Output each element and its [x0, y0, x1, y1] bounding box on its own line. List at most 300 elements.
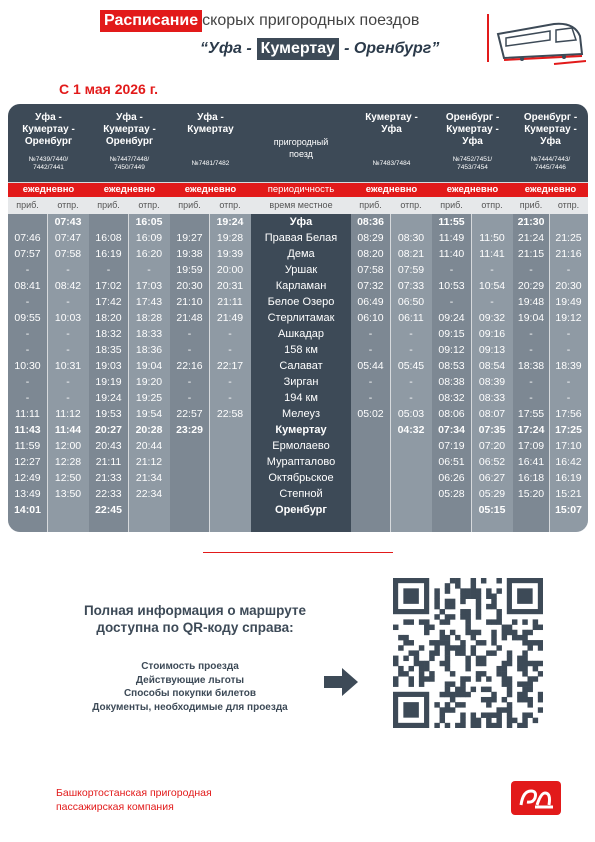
qr-module: [476, 588, 481, 593]
qr-module: [538, 707, 543, 712]
qr-module: [450, 645, 455, 650]
qr-module: [507, 650, 512, 655]
qr-module: [471, 718, 476, 723]
time-cell: 09:24: [438, 312, 465, 324]
time-cell: 15:07: [555, 504, 582, 516]
time-cell: 10:54: [478, 280, 506, 292]
qr-code[interactable]: [393, 578, 543, 728]
time-cell: -: [409, 376, 413, 388]
qr-module: [486, 687, 491, 692]
time-cell: 09:16: [478, 328, 506, 340]
frequency-label: ежедневно: [446, 184, 499, 195]
qr-module: [486, 604, 491, 609]
info-item: Стоимость проезда: [141, 661, 239, 672]
time-cell: 09:13: [478, 344, 506, 356]
station-name: Уфа: [289, 216, 313, 228]
qr-module: [496, 718, 501, 723]
time-cell: -: [368, 328, 373, 340]
station-name: Уршак: [284, 264, 318, 276]
qr-module: [403, 635, 408, 640]
qr-module: [502, 681, 507, 686]
time-cell: 07:43: [54, 216, 82, 228]
time-cell: 21:33: [95, 472, 122, 484]
qr-module: [502, 676, 507, 681]
time-cell: [47, 502, 89, 518]
qr-module: [522, 712, 527, 717]
qr-module: [455, 702, 460, 707]
time-cell: 22:45: [95, 504, 122, 516]
qr-module: [476, 676, 481, 681]
time-cell: -: [25, 376, 30, 388]
time-cell: 13:49: [14, 488, 41, 500]
time-cell: -: [566, 344, 571, 356]
train-header: [432, 104, 513, 182]
qr-module: [455, 650, 460, 655]
qr-module: [522, 718, 527, 723]
qr-module: [522, 666, 527, 671]
title-rest: скорых пригородных поездов: [202, 12, 420, 29]
time-cell: 12:00: [54, 440, 82, 452]
time-cell: [549, 214, 588, 230]
qr-module: [491, 619, 496, 624]
station-name: Салават: [279, 360, 323, 372]
qr-module: [486, 697, 491, 702]
qr-module: [445, 666, 450, 671]
time-cell: 11:12: [55, 408, 81, 420]
time-cell: 20:30: [176, 280, 203, 292]
qr-module: [460, 588, 465, 593]
company-line: пассажирская компания: [56, 801, 174, 813]
qr-module: [486, 712, 491, 717]
qr-module: [460, 681, 465, 686]
time-cell: -: [25, 344, 30, 356]
qr-finder-core: [403, 702, 419, 718]
qr-module: [527, 687, 532, 692]
qr-module: [512, 635, 517, 640]
qr-module: [465, 594, 470, 599]
qr-module: [455, 687, 460, 692]
time-cell: 21:48: [176, 312, 203, 324]
time-cell: [351, 486, 390, 502]
time-cell: -: [449, 264, 454, 276]
time-cell: 12:50: [54, 472, 82, 484]
time-cell: 19:54: [135, 408, 163, 420]
qr-module: [460, 594, 465, 599]
arrival-label: приб.: [440, 200, 463, 210]
time-cell: [351, 422, 390, 438]
train-route: Уфа - Кумертау: [187, 112, 234, 135]
qr-module: [496, 645, 501, 650]
qr-module: [393, 656, 398, 661]
time-cell: 06:49: [357, 296, 384, 308]
station-name: Стерлитамак: [267, 312, 335, 324]
time-cell: 06:52: [478, 456, 506, 468]
qr-module: [450, 578, 455, 583]
qr-module: [507, 692, 512, 697]
time-cell: 08:39: [478, 376, 506, 388]
company-line: Башкортостанская пригородная: [56, 787, 212, 799]
time-cell: 07:47: [54, 232, 82, 244]
time-cell: -: [228, 344, 232, 356]
time-cell: 05:45: [397, 360, 425, 372]
time-cell: [471, 214, 513, 230]
time-cell: 06:10: [357, 312, 384, 324]
qr-module: [465, 625, 470, 630]
qr-module: [512, 619, 517, 624]
qr-module: [486, 619, 491, 624]
time-cell: 11:50: [479, 232, 505, 244]
qr-module: [496, 588, 501, 593]
time-cell: 08:29: [357, 232, 384, 244]
time-cell: 19:53: [95, 408, 122, 420]
time-cell: 19:38: [176, 248, 203, 260]
qr-module: [517, 697, 522, 702]
frequency-label: ежедневно: [524, 184, 577, 195]
qr-module: [445, 588, 450, 593]
qr-module: [522, 650, 527, 655]
time-cell: 18:39: [555, 360, 582, 372]
time-cell: 19:49: [555, 296, 582, 308]
time-cell: -: [66, 376, 70, 388]
qr-module: [481, 697, 486, 702]
qr-module: [445, 640, 450, 645]
time-cell: 05:28: [438, 488, 465, 500]
time-cell: 11:40: [438, 248, 465, 260]
qr-module: [517, 635, 522, 640]
qr-module: [434, 614, 439, 619]
time-cell: 06:26: [438, 472, 465, 484]
time-cell: 04:32: [397, 424, 425, 436]
info-title-line: Полная информация о маршруте: [83, 603, 307, 618]
station-name: Дема: [287, 248, 315, 260]
train-numbers: №7483/7484: [372, 160, 411, 167]
time-cell: 17:03: [135, 280, 163, 292]
qr-module: [496, 609, 501, 614]
departure-label: отпр.: [481, 200, 503, 210]
time-cell: 08:07: [478, 408, 506, 420]
qr-module: [434, 599, 439, 604]
train-numbers: №7452/7451/ 7453/7454: [452, 156, 493, 171]
time-cell: 15:20: [517, 488, 545, 500]
train-route: Уфа - Кумертау - Оренбург: [103, 112, 156, 147]
qr-module: [434, 640, 439, 645]
qr-module: [429, 650, 434, 655]
qr-module: [517, 692, 522, 697]
qr-module: [429, 671, 434, 676]
qr-module: [476, 671, 481, 676]
time-cell: 16:09: [135, 232, 163, 244]
qr-module: [476, 723, 481, 728]
qr-module: [429, 676, 434, 681]
qr-module: [450, 697, 455, 702]
qr-module: [455, 692, 460, 697]
qr-module: [440, 692, 445, 697]
time-cell: 11:49: [438, 232, 465, 244]
time-cell: -: [228, 376, 232, 388]
time-cell: 12:28: [54, 456, 82, 468]
time-cell: 18:38: [517, 360, 545, 372]
train-numbers: №7447/7448/ 7450/7449: [109, 156, 150, 171]
qr-module: [429, 656, 434, 661]
time-cell: 20:27: [95, 424, 122, 436]
time-cell: [390, 502, 432, 518]
frequency-label: ежедневно: [22, 184, 75, 195]
departure-label: отпр.: [557, 200, 580, 210]
time-cell: 10:30: [14, 360, 41, 372]
time-cell: -: [66, 328, 70, 340]
time-cell: -: [566, 328, 571, 340]
info-item: Действующие льготы: [135, 674, 245, 686]
time-cell: [351, 438, 390, 454]
qr-module: [434, 588, 439, 593]
time-cell: 15:21: [555, 488, 582, 500]
qr-module: [419, 671, 424, 676]
time-cell: -: [529, 344, 533, 356]
qr-module: [450, 707, 455, 712]
time-cell: 18:33: [135, 328, 163, 340]
qr-module: [465, 676, 470, 681]
qr-module: [476, 604, 481, 609]
qr-module: [445, 723, 450, 728]
time-cell: 07:33: [397, 280, 425, 292]
time-cell: 19:03: [95, 360, 122, 372]
qr-module: [476, 614, 481, 619]
time-cell: -: [449, 296, 454, 308]
station-name: Карламан: [275, 280, 327, 292]
qr-module: [445, 635, 450, 640]
qr-module: [496, 671, 501, 676]
time-cell: 16:08: [95, 232, 122, 244]
time-cell: 05:44: [357, 360, 384, 372]
qr-module: [429, 640, 434, 645]
time-cell: 20:28: [135, 424, 163, 436]
station-name: Мелеуз: [282, 408, 320, 420]
time-cell: -: [25, 296, 30, 308]
frequency-label: ежедневно: [184, 184, 237, 195]
route-end: - Оренбург”: [344, 40, 440, 57]
station-name: Кумертау: [275, 424, 327, 436]
departure-label: отпр.: [138, 200, 160, 210]
time-cell: 19:25: [135, 392, 163, 404]
train-route: Кумертау - Уфа: [365, 112, 418, 135]
time-cell: [209, 454, 251, 470]
time-cell: 07:58: [54, 248, 82, 260]
qr-module: [471, 630, 476, 635]
qr-module: [502, 661, 507, 666]
qr-module: [502, 671, 507, 676]
time-cell: 17:56: [555, 408, 582, 420]
qr-module: [471, 594, 476, 599]
station-name: Степной: [279, 488, 323, 500]
info-item: Способы покупки билетов: [123, 688, 257, 699]
time-cell: 19:04: [517, 312, 545, 324]
time-cell: -: [490, 296, 494, 308]
station-name: Октябрьское: [268, 472, 334, 484]
qr-module: [424, 676, 429, 681]
train-numbers: №7444/7443/ 7445/7446: [530, 156, 571, 171]
info-list: [40, 660, 340, 714]
qr-module: [460, 614, 465, 619]
qr-module: [512, 718, 517, 723]
qr-module: [496, 707, 501, 712]
departure-label: отпр.: [57, 200, 79, 210]
time-cell: [170, 438, 209, 454]
station-name: 158 км: [284, 344, 318, 356]
qr-module: [527, 697, 532, 702]
qr-module: [491, 635, 496, 640]
qr-module: [398, 671, 403, 676]
qr-module: [414, 650, 419, 655]
time-cell: 09:32: [478, 312, 506, 324]
train-header: [513, 104, 588, 182]
qr-module: [460, 692, 465, 697]
qr-module: [409, 681, 414, 686]
qr-module: [414, 661, 419, 666]
qr-module: [409, 619, 414, 624]
qr-module: [476, 630, 481, 635]
time-cell: 20:00: [216, 264, 244, 276]
qr-module: [471, 588, 476, 593]
time-cell: -: [66, 344, 70, 356]
qr-module: [502, 666, 507, 671]
time-cell: 16:19: [555, 472, 582, 484]
train-icon: [494, 14, 586, 72]
qr-module: [507, 656, 512, 661]
qr-module: [460, 640, 465, 645]
qr-module: [491, 604, 496, 609]
time-cell: -: [228, 392, 232, 404]
departure-label: отпр.: [400, 200, 422, 210]
qr-module: [440, 609, 445, 614]
qr-module: [491, 594, 496, 599]
qr-module: [533, 666, 538, 671]
time-cell: [209, 422, 251, 438]
qr-module: [455, 723, 460, 728]
time-cell: -: [25, 328, 30, 340]
qr-module: [491, 650, 496, 655]
qr-module: [434, 702, 439, 707]
qr-module: [491, 630, 496, 635]
time-cell: 21:24: [517, 232, 545, 244]
qr-module: [471, 650, 476, 655]
qr-module: [450, 692, 455, 697]
qr-module: [445, 656, 450, 661]
train-route: Оренбург - Кумертау - Уфа: [445, 112, 500, 147]
time-cell: 09:15: [438, 328, 465, 340]
qr-module: [481, 578, 486, 583]
station-name: Ермолаево: [272, 440, 330, 452]
qr-module: [476, 656, 481, 661]
qr-module: [450, 599, 455, 604]
time-cell: -: [66, 392, 70, 404]
qr-module: [445, 604, 450, 609]
qr-module: [522, 681, 527, 686]
station-name: Зирган: [283, 376, 319, 388]
qr-module: [522, 723, 527, 728]
train-numbers: №7439/7440/ 7442/7441: [28, 156, 69, 171]
time-cell: -: [25, 264, 30, 276]
station-name: Мурапталово: [266, 456, 336, 468]
time-cell: 10:53: [438, 280, 465, 292]
arrow-right-icon: [324, 666, 360, 698]
qr-module: [507, 718, 512, 723]
qr-module: [450, 630, 455, 635]
qr-module: [424, 666, 429, 671]
qr-module: [507, 712, 512, 717]
time-cell: 07:46: [14, 232, 41, 244]
time-cell: 22:34: [135, 488, 163, 500]
time-cell: 08:06: [438, 408, 465, 420]
time-cell: 22:17: [216, 360, 244, 372]
time-cell: 17:55: [517, 408, 545, 420]
time-cell: 08:20: [357, 248, 384, 260]
qr-module: [465, 666, 470, 671]
time-cell: 09:55: [14, 312, 41, 324]
qr-module: [491, 599, 496, 604]
qr-module: [445, 645, 450, 650]
time-cell: 19:20: [135, 376, 163, 388]
qr-module: [440, 619, 445, 624]
qr-module: [507, 687, 512, 692]
qr-module: [481, 671, 486, 676]
info-title-line: доступна по QR-коду справа:: [96, 620, 294, 635]
time-cell: -: [409, 344, 413, 356]
qr-module: [460, 702, 465, 707]
qr-module: [440, 630, 445, 635]
qr-module: [460, 645, 465, 650]
qr-module: [434, 594, 439, 599]
time-cell: 17:09: [517, 440, 545, 452]
qr-module: [538, 625, 543, 630]
time-cell: 12:49: [14, 472, 41, 484]
time-cell: 19:04: [135, 360, 163, 372]
time-cell: 05:02: [357, 408, 384, 420]
station-name: 194 км: [284, 392, 318, 404]
time-cell: 07:19: [438, 440, 465, 452]
train-header: [170, 104, 251, 182]
qr-module: [486, 723, 491, 728]
qr-module: [445, 681, 450, 686]
qr-module: [496, 619, 501, 624]
qr-module: [471, 645, 476, 650]
qr-module: [507, 702, 512, 707]
qr-module: [517, 723, 522, 728]
qr-module: [476, 599, 481, 604]
qr-module: [507, 707, 512, 712]
time-cell: 07:34: [438, 424, 465, 436]
qr-module: [512, 630, 517, 635]
qr-module: [522, 656, 527, 661]
qr-module: [393, 661, 398, 666]
middle-header-title: пригородный поезд: [273, 137, 329, 159]
qr-module: [424, 630, 429, 635]
qr-module: [527, 630, 532, 635]
time-cell: 20:43: [95, 440, 122, 452]
qr-module: [538, 697, 543, 702]
time-cell: 17:10: [555, 440, 582, 452]
time-cell: 21:15: [517, 248, 545, 260]
arrival-label: приб.: [16, 200, 39, 210]
time-cell: 08:36: [357, 216, 384, 228]
qr-module: [460, 687, 465, 692]
qr-module: [414, 656, 419, 661]
time-cell: 19:28: [216, 232, 244, 244]
qr-module: [419, 666, 424, 671]
qr-module: [403, 671, 408, 676]
time-cell: 19:59: [176, 264, 203, 276]
time-cell: 21:12: [135, 456, 163, 468]
qr-module: [527, 645, 532, 650]
